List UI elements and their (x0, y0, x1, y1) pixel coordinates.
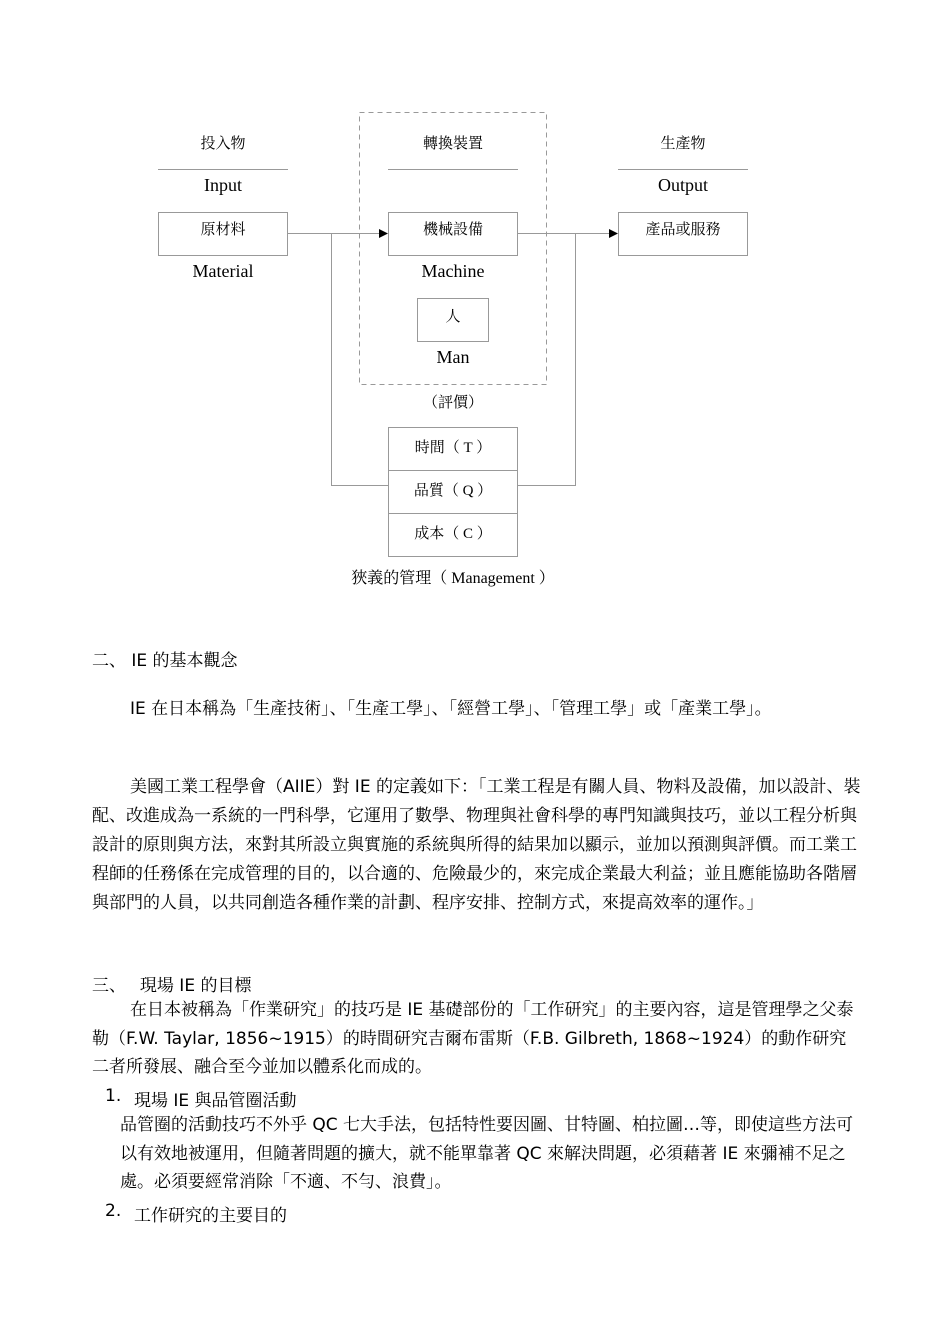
section3-title: 三、 現場 IE 的目標 (92, 976, 252, 996)
diagram-lines (0, 0, 950, 600)
ie-system-diagram (0, 0, 950, 600)
section2-para2: 美國工業工程學會（AIIE）對 IE 的定義如下：「工業工程是有關人員、物料及設備，加以設計、裝配、改進成為一系統的一門科學，它運用了數學、物理與社會科學的專門知識與技巧，並以工程分析與設計的原則與方法，來對其所設立與實施的系統與所得的結果加以顯示，並加以預測與評價。而工業工程師的任務係在完成管理的目的，以合適的、危險最少的，來完成企業最大利益；並且應能協助各階層與部門的人員，以共同創造各種作業的計劃、程序安排、控制方式，來提高效率的運作。」 (92, 777, 861, 913)
evaluation-label: （評價） (422, 395, 483, 411)
output-box-label: 產品或服務 (645, 222, 721, 238)
input-heading-cn: 投入物 (200, 136, 246, 152)
list-item-1-title: 現場 IE 與品管圈活動 (134, 1091, 297, 1111)
input-heading-en: Input (204, 175, 242, 195)
criteria-time: 時間（ T ） (414, 440, 492, 456)
transform-heading-cn: 轉換裝置 (422, 136, 483, 152)
section2-para1: IE 在日本稱為「生產技術」、「生產工學」、「經營工學」、「管理工學」或「產業工學」。 (130, 699, 772, 719)
arrow-head-output (609, 229, 618, 238)
man-box-label: 人 (445, 309, 461, 325)
section3-para1: 在日本被稱為「作業研究」的技巧是 IE 基礎部份的「工作研究」的主要內容，這是管理學之父泰勒（F.W. Taylar, 1856~1915）的時間研究吉爾布雷斯（F.B. Gilbreth, 1868~1924）的動作研究二者所發展、融合至今並加以體系化而成的。 (92, 1000, 854, 1077)
machine-caption: Machine (421, 261, 485, 281)
output-heading-en: Output (657, 175, 708, 195)
list-item-1-number: 1. (105, 1086, 122, 1106)
list-item-1-body: 品管圈的活動技巧不外乎 QC 七大手法，包括特性要因圖、甘特圖、柏拉圖…等，即使這些方法可以有效地被運用，但隨著問題的擴大，就不能單靠著 QC 來解決問題，必須藉著 IE 來彌補不足之處。必須要經常消除「不適、不勻、浪費」。 (120, 1115, 854, 1192)
input-caption: Material (192, 261, 254, 281)
arrow-head-machine (379, 229, 388, 238)
list-item-2-number: 2. (105, 1201, 122, 1221)
list-item-2-title: 工作研究的主要目的 (134, 1206, 287, 1226)
section2-title: 二、 IE 的基本觀念 (92, 651, 238, 671)
machine-box-label: 機械設備 (422, 222, 483, 238)
input-box-label: 原材料 (200, 222, 246, 238)
output-heading-cn: 生產物 (660, 136, 706, 152)
criteria-quality: 品質（ Q ） (413, 483, 493, 499)
man-caption: Man (436, 347, 470, 367)
criteria-cost: 成本（ C ） (414, 526, 492, 542)
diagram-caption: 狹義的管理（ Management ） (351, 570, 555, 587)
